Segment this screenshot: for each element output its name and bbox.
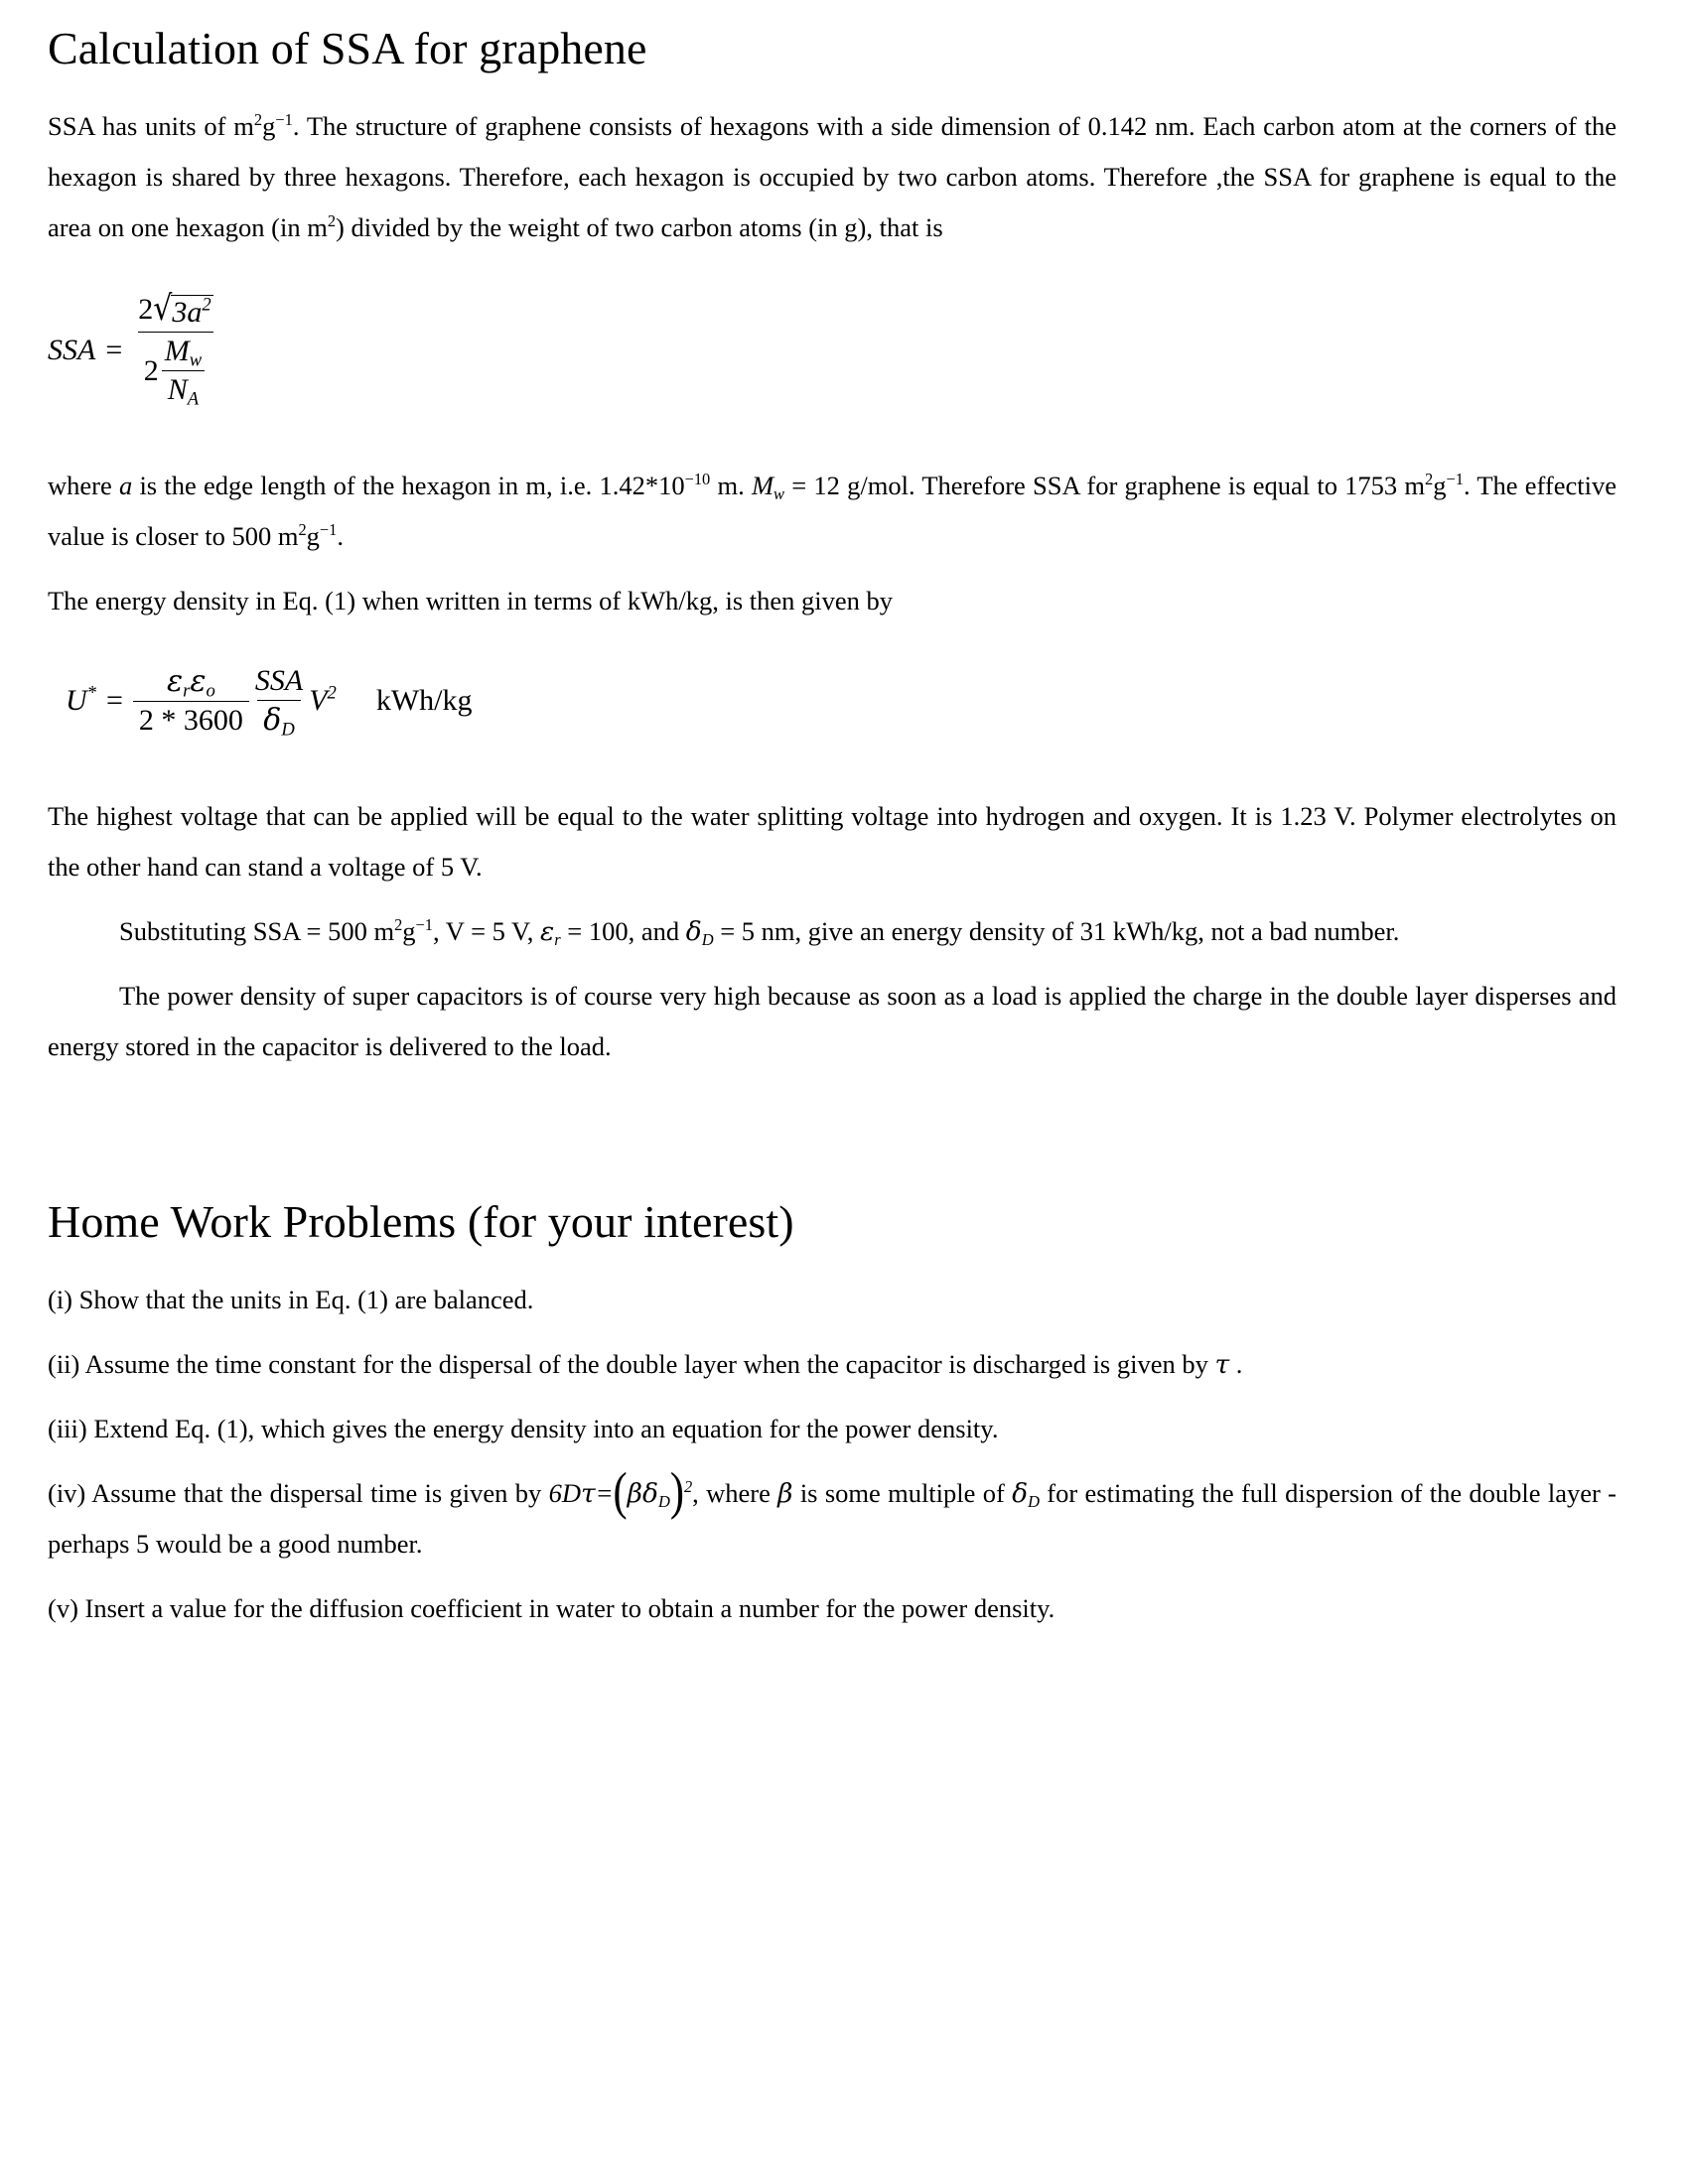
equation-ssa-equals: = <box>105 333 123 366</box>
hw4-coeff: 6 <box>548 1478 562 1508</box>
homework-item-v: (v) Insert a value for the diffusion coefficient in water to obtain a number for the power density. <box>48 1593 1055 1623</box>
equation-U-fraction-2 <box>249 664 309 741</box>
eq2-U-star: * <box>86 682 96 704</box>
hw4-D: D <box>561 1478 581 1508</box>
section2-title-block <box>48 1196 1617 1247</box>
eq2-eps-o: ε <box>190 664 207 699</box>
eq1-radicand-sup: 2 <box>202 294 211 316</box>
p2-text-3: m. <box>710 471 752 500</box>
spacer <box>48 253 1617 279</box>
homework-item-iv <box>48 1462 1617 1570</box>
eq1-inner-num-sub: w <box>189 349 203 371</box>
p1-sup-3: 2 <box>327 210 337 230</box>
p2-text-7: g <box>306 521 320 551</box>
hw4-mid: , where <box>692 1478 778 1508</box>
p5-text-5: = 5 <box>713 916 756 946</box>
hw4-mid2: is some multiple of <box>792 1478 1013 1508</box>
document-content <box>48 0 1617 1634</box>
page-title: Calculation of SSA for graphene <box>48 23 647 73</box>
p2-symbol-a: a <box>118 471 133 500</box>
spacer <box>48 562 1617 576</box>
p1-text-3: . The structure of graphene consists of hexagons with a side dimension of 0.142 nm. Each carbon atom at the corners of the hexagon is shared by three hexagons. Therefore, each hexagon is occupied by two carbon atoms. Therefore ,the SSA for graphene is equal to the area on one hexagon (in m <box>48 111 1617 242</box>
hw2-symbol-tau: τ <box>1214 1349 1230 1380</box>
p2-text-2: is the edge length of the hexagon in m, i.e. 1.42*10 <box>132 471 685 500</box>
spacer <box>48 738 1617 791</box>
eq1-inner-den-sym: N <box>167 373 188 406</box>
p2-sup-5: −1 <box>319 519 338 539</box>
homework-item-i: (i) Show that the units in Eq. (1) are balanced. <box>48 1285 534 1314</box>
spacer <box>48 957 1617 971</box>
sqrt-sign-glyph: √ <box>153 288 173 330</box>
eq2-f1-num <box>161 664 221 701</box>
spacer <box>48 892 1617 906</box>
hw4-symbol-delta: δ <box>1012 1478 1029 1509</box>
equation-energy-density <box>66 664 1617 741</box>
spacer <box>48 1390 1617 1404</box>
equation-ssa-numerator <box>132 288 218 332</box>
p1-sup-1: 2 <box>253 109 263 129</box>
homework-item-ii <box>48 1339 1617 1390</box>
p5-text-1: Substituting SSA = 500 m <box>119 916 395 946</box>
equation-ssa-lhs: SSA <box>48 333 96 366</box>
eq2-eps-r: ε <box>167 664 184 699</box>
title-block <box>48 23 1617 73</box>
eq1-den-coeff: 2 <box>143 353 159 387</box>
equation-ssa-denominator <box>138 332 213 410</box>
p2-sup-3: −1 <box>1446 469 1464 488</box>
p5-symbol-delta-sub: D <box>701 929 714 949</box>
eq1-den-inline <box>143 335 208 410</box>
paragraph-substituting <box>48 906 1617 957</box>
hw4-pre: (iv) Assume that the dispersal time is given by <box>48 1478 549 1508</box>
p1-text-4: ) divided by the weight of two carbon atoms (in g), that is <box>336 212 943 242</box>
hw4-delta-sub: D <box>657 1491 670 1511</box>
hw4-equals: = <box>595 1478 614 1508</box>
equation-energy-density-row <box>66 664 1617 741</box>
p5-text-3: , V = 5 V, <box>433 916 541 946</box>
p2-sup-2: 2 <box>1425 469 1434 488</box>
p2-text-5: g <box>1433 471 1447 500</box>
eq2-V: V <box>309 684 328 717</box>
hw4-symbol-delta-sub: D <box>1028 1491 1040 1511</box>
p2-sup-4: 2 <box>298 519 307 539</box>
equation-U-equals: = <box>105 684 123 717</box>
p2-text-4: = 12 g/mol. Therefore SSA for graphene is equal to 1753 m <box>784 471 1426 500</box>
eq2-units: kWh/kg <box>375 684 473 717</box>
p1-text-2: g <box>262 111 276 141</box>
eq1-inner-num-sym: M <box>164 335 190 367</box>
eq2-f1-den: 2 * 3600 <box>133 701 249 738</box>
eq2-V-sup: 2 <box>327 682 337 704</box>
hw4-delta: δ <box>641 1478 658 1509</box>
equation-U-fraction-1 <box>133 664 249 738</box>
hw4-symbol-beta: β <box>777 1478 793 1509</box>
p1-sup-2: −1 <box>275 109 293 129</box>
eq2-delta-sub: D <box>281 719 295 741</box>
hw4-post: for estimating the full dispersion of the double layer - perhaps 5 would be a good number. <box>48 1478 1617 1559</box>
p2-text-1: where <box>48 471 119 500</box>
eq2-eps-r-sub: r <box>183 680 191 702</box>
p2-text-8: . <box>337 521 345 551</box>
hw2-post: . <box>1229 1349 1243 1379</box>
spacer <box>48 1454 1617 1468</box>
spacer <box>48 71 1617 101</box>
paragraph-edge-length <box>48 461 1617 562</box>
equation-U-lhs <box>66 684 96 718</box>
eq2-f2-num: SSA <box>254 664 304 697</box>
eq1-radicand-text: 3a <box>172 296 203 329</box>
paragraph-power-density: The power density of super capacitors is of course very high because as soon as a load is applied the charge in the double layer disperses and energy stored in the capacitor is delivered to the load. <box>48 981 1617 1061</box>
equation-ssa <box>48 288 1617 410</box>
eq1-num-coeff: 2 <box>138 293 154 326</box>
paragraph-energy-density-intro: The energy density in Eq. (1) when written in terms of kWh/kg, is then given by <box>48 586 894 615</box>
hw4-inline-equation <box>548 1462 693 1522</box>
spacer <box>48 407 1617 461</box>
hw4-paren-close: ) <box>669 1462 684 1522</box>
equation-ssa-row <box>48 288 1617 410</box>
eq2-eps-o-sub: o <box>206 680 215 702</box>
p5-symbol-epsilon: ε <box>540 916 555 947</box>
p2-text-6: . The effective value is closer to 500 m <box>48 471 1617 551</box>
hw4-paren-open: ( <box>613 1462 628 1522</box>
p5-sup-2: −1 <box>415 914 434 934</box>
hw4-sup: 2 <box>683 1476 693 1496</box>
eq2-delta: δ <box>263 703 282 738</box>
eq1-inner-den <box>162 370 205 410</box>
eq2-f2-den <box>257 700 301 741</box>
spacer <box>48 1325 1617 1339</box>
paragraph-ssa-units <box>48 101 1617 253</box>
sqrt-icon <box>153 288 212 330</box>
p5-text-4: = 100, and <box>560 916 686 946</box>
hw2-pre: (ii) Assume the time constant for the dispersal of the double layer when the capacitor is discharged is given by <box>48 1349 1215 1379</box>
spacer <box>48 626 1617 650</box>
p2-symbol-M: M <box>751 471 774 500</box>
eq2-V-term <box>309 684 337 718</box>
spacer <box>48 1570 1617 1583</box>
p1-text-1: SSA has units of m <box>48 111 254 141</box>
paragraph-highest-voltage: The highest voltage that can be applied will be equal to the water splitting voltage into hydrogen and oxygen. It is 1.23 V. Polymer electrolytes on the other hand can stand a voltage of 5 V. <box>48 801 1617 882</box>
hw4-beta: β <box>627 1478 642 1509</box>
p5-sup-1: 2 <box>394 914 403 934</box>
eq1-radicand <box>171 295 212 330</box>
p5-symbol-epsilon-sub: r <box>554 929 561 949</box>
section-title-homework: Home Work Problems (for your interest) <box>48 1196 794 1247</box>
eq1-inner-den-sub: A <box>187 388 200 410</box>
eq2-U: U <box>66 684 87 717</box>
p2-sup-1: −10 <box>684 469 711 488</box>
homework-item-iii: (iii) Extend Eq. (1), which gives the energy density into an equation for the power density. <box>48 1414 999 1443</box>
spacer <box>48 1245 1617 1275</box>
p2-symbol-M-sub: w <box>774 483 784 503</box>
eq1-inner-fraction <box>159 335 208 410</box>
equation-ssa-fraction <box>132 288 218 410</box>
hw4-tau: τ <box>580 1478 596 1509</box>
spacer-before-section2 <box>48 1072 1617 1199</box>
eq1-inner-num <box>159 335 208 370</box>
p5-symbol-delta: δ <box>685 916 702 947</box>
p5-text-6: nm, give an energy density of 31 kWh/kg, not a bad number. <box>755 916 1400 946</box>
p5-text-2: g <box>402 916 416 946</box>
